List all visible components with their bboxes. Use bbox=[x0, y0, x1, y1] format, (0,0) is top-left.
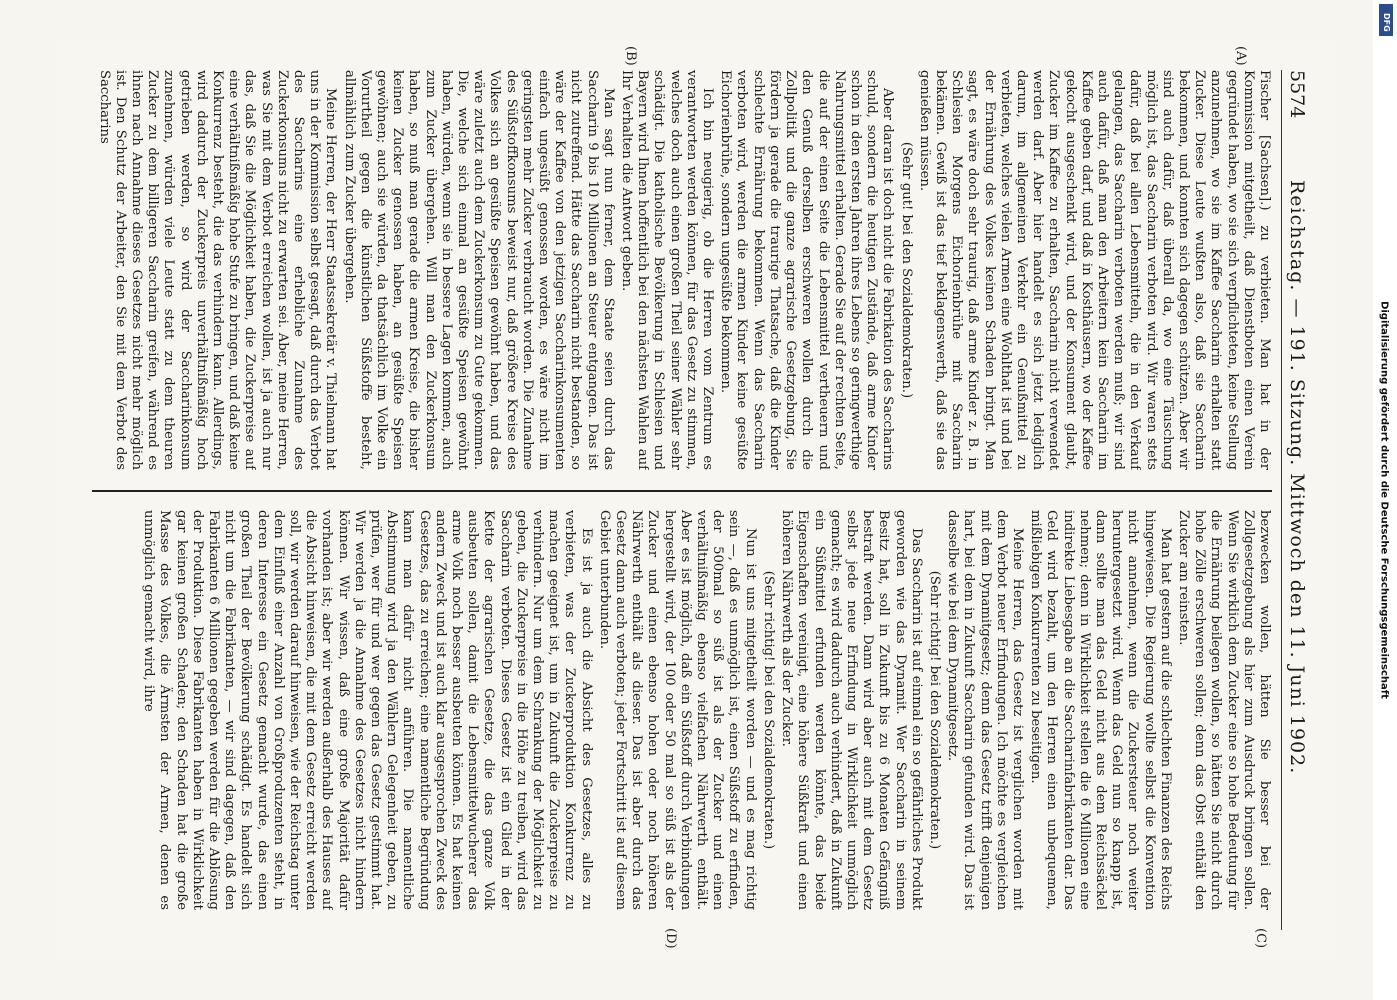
column-divider bbox=[92, 490, 1272, 492]
left-text-column bbox=[92, 70, 1272, 470]
paragraph: Ich bin neugierig, ob die Herren vom Zentrum es verantworten werden können, für das Gesetz zu stimmen, welches doch auch einen großen Theil seiner Wähler sehr schädigt. Die katholische Bevölkerung in Schlesien und Bayern wird Ihnen hoffentlich bei den nächsten Wahlen auf Ihr Verhalten die Antwort geben. bbox=[619, 70, 716, 470]
paragraph: Fischer [Sachsen].) zu verbieten. Man hat in der Kommission mitgetheilt, daß Dienstboten einen Verein gegründet haben, wo sie sich verpflichteten, keine Stellung anzunehmen, wo sie im Kaffee Saccharin erhalten statt Zucker. Diese Leute wußten also, daß sie Saccharin bekommen, und konnten sich dagegen schützen. Aber wir sind auch dafür, daß überall da, wo eine Täuschung möglich ist, das Saccharin verboten wird. Wir waren stets dafür, daß bei allen Lebensmitteln, die in den Verkauf gelangen, das Saccharin verboten werden muß; wir sind auch dafür, daß man den Arbeitern kein Saccharin im Kaffee geben darf, und daß in Kosthäusern, wo der Kaffee gekocht ausgeschenkt wird, und der Konsument glaubt, Zucker im Kaffee zu erhalten, Saccharin nicht verwendet werden darf. Aber hier handelt es sich jetzt lediglich darum, im allgemeinen Verkehr ein Genußmittel zu verbieten, welches vielen Armen eine Wohlthat ist und bei der Ernährung des Volkes keinen Schaden bringt. Man sagt, es wäre doch sehr traurig, daß arme Kinder z. B. in Schlesien Morgens Eichorienbrühe mit Saccharin bekämen. Gewiß ist das tief beklagenswerth, daß sie das genießen müssen. bbox=[916, 70, 1272, 470]
paragraph: Aber daran ist doch nicht die Fabrikation des Saccharins schuld, sondern die heutigen Zustände, daß arme Kinder schon in den ersten Jahren ihres Lebens so geringwerthige Nahrungsmittel erhalten. Gerade Sie auf der rechten Seite, die auf der einen Seite die Lebensmittel vertheuern und den Genuß derselben erschweren wollen durch die Zollpolitik und die ganze agrarische Gesetzgebung, Sie fördern ja gerade die traurige Thatsache, daß die Kinder schlechte Ernährung bekommen. Wenn das Saccharin verboten wird, werden die armen Kinder keine gesüßte Eichorienbrühe, sondern ungesüßte bekommen. bbox=[718, 70, 896, 470]
margin-marker-b: (B) bbox=[623, 46, 638, 66]
paragraph: Es ist ja auch die Absicht des Gesetzes, alles zu verbieten, was der Zuckerproduktion Konkurrenz zu machen geeignet ist, um in Zukunft die Zuckerpreise zu verhindern. Nur um dem Schrankung der Möglichkeit zu geben, die Zuckerpreise in die Höhe zu treiben, wird das Saccharin verboten. Dieses Gesetz ist ein Glied in der Kette der agrarischen Gesetze, die das ganze Volk ausbeuten sollen, damit die Lebensmittelwucherer das arme Volk noch besser ausbeuten können. Es hat keinen andern Zweck und ist auch klar ausgesprochen Zweck des Gesetzes, das zu erreichen; eine namentliche Begründung kann man dafür nicht anführen. Die namentliche Abstimmung wird ja den Wählern Gelegenheit geben, zu prüfen, wer für und wer gegen das Gesetz gestimmt hat. Wir werden ja die Annahme des Gesetzes nicht hindern können. Wir wissen, daß eine große Majorität dafür vorhanden ist; aber wir werden außerhalb des Hauses auf die Absicht hinweisen, die mit dem Gesetz erreicht werden soll, wir werden darauf hinweisen, wie der Reichstag unter dem Einfluß einer Anzahl von Großproduzenten steht, in deren Interesse ein Gesetz gemacht wurde, das einen großen Theil der Bevölkerung schädigt. Es handelt sich nicht um die Fabrikanten, — wir sind dagegen, daß den Fabrikanten 6 Millionen gegeben werden für die Ablösung der Produktion. Diese Fabrikanten haben in Wirklichkeit gar keinen großen Schaden; den Schaden hat die große Masse des Volkes, die Ärmsten der Armen, denen es unmöglich gemacht wird, ihre bbox=[141, 510, 594, 910]
paragraph: Man hat gestern auf die schlechten Finanzen des Reichs hingewiesen. Die Regierung wollte selbst die Konvention nicht annehmen, wenn die Zuckersteuer noch weiter heruntergesetzt wird. Wenn das Geld nun so knapp ist, dann sollte man das Geld nicht aus dem Reichssäckel nehmen; denn in Wirklichkeit stellen die 6 Millionen eine indirekte Liebesgabe an die Saccharinfabrikanten dar. Das Geld wird bezahlt, um den Herren einen unbequemen, mißliebigen Konkurrenten zu beseitigen. bbox=[1028, 510, 1173, 910]
header-rule bbox=[1281, 70, 1282, 930]
page-header bbox=[1280, 70, 1308, 930]
page-number: 5574 bbox=[1286, 70, 1308, 119]
paragraph: Man sagt nun ferner, dem Staate seien durch das Saccharin 9 bis 10 Millionen an Steuer entgangen. Das ist nicht zutreffend. Hätte das Saccharin nicht bestanden, so wäre der Kaffee von den jetzigen Saccharinkonsumenten einfach ungesüßt genossen worden, es wäre nicht im geringsten mehr Zucker verbraucht worden. Die Zunahme des Süßstoffkonsums beweist nur, daß größere Kreise des Volkes sich an gesüßte Speisen gewöhnt haben, und das wäre zuletzt auch dem Zuckerkonsum zu Gute gekommen. Die, welche sich einmal an gesüßte Speisen gewöhnt haben, würden, wenn sie in bessere Lagen kommen, auch zum Zucker übergehen. Will man den Zuckerkonsum haben, so muß man gerade die armen Kreise, die bisher keinen Zucker genossen haben, an gesüßte Speisen gewöhnen; auch sie würden, da thatsächlich im Volke ein Vorurtheil gegen die künstlichen Süßstoffe besteht, allmählich zum Zucker übergehen. bbox=[341, 70, 616, 470]
paragraph: Meine Herren, der Herr Staatssekretär v. Thielmann hat uns in der Kommission selbst gesagt, daß durch das Verbot des Saccharins eine erhebliche Zunahme des Zuckerkonsums nicht zu erwarten sei. Aber, meine Herren, was Sie mit dem Verbot erreichen wollen, ist ja auch nur das, daß Sie die Möglichkeit haben, die Zuckerpreise auf eine verhältnißmäßig hohe Stufe zu bringen, und daß keine Konkurrenz besteht, die das verhindern kann. Allerdings, wird dadurch der Zuckerpreis unverhältnißmäßig hoch getrieben werden, so wird der Saccharinkonsum zunehmen, würden viele Leute statt zu dem theuren Zucker zu dem billigeren Saccharin greifen, während es ihnen nach Annahme dieses Gesetzes nicht mehr möglich ist. Den Schutz der Arbeiter, den Sie mit dem Verbot des Saccharins bbox=[96, 70, 339, 470]
rotated-document-page bbox=[58, 40, 1338, 960]
page-title: Reichstag. — 191. Sitzung. Mittwoch den 11. Juni 1902. bbox=[1286, 180, 1308, 775]
margin-marker-d: (D) bbox=[663, 928, 678, 949]
paragraph: Nun ist uns mitgetheilt worden — und es mag richtig sein —, daß es unmöglich ist, einen Süßstoff zu erfinden, der 500mal so süß ist als der Zucker und einen verhältnißmäßig ebenso vielfachen Nährwerth enthält. Aber es ist möglich, daß ein Süßstoff durch Verbindungen hergestellt wird, der 100 oder 50 mal so süß ist als der Zucker und einen ebenso hohen oder noch höheren Nährwerth enthält als dieser. Das ist aber durch das Gesetz dann auch verboten; jeder Fortschritt ist auf diesem Gebiet unterbunden. bbox=[596, 510, 758, 910]
margin-marker-c: (C) bbox=[1253, 928, 1268, 949]
right-text-column bbox=[92, 510, 1272, 910]
margin-marker-a: (A) bbox=[1233, 46, 1248, 66]
dfg-logo: DFG bbox=[1379, 4, 1393, 36]
digitization-credit: Digitalisierung gefördert durch die Deutsche Forschungsgemeinschaft bbox=[1378, 301, 1390, 699]
interjection: (Sehr richtig! bei den Sozialdemokraten.) bbox=[926, 570, 942, 850]
paragraph: bezwecken wollen, hätten Sie besser bei der Zollgesetzgebung als hier zum Ausdruck bringen sollen. Wenn Sie wirklich dem Zucker eine so hohe Bedeutung für die Ernährung beilegen wollen, so hätten Sie nicht durch hohe Zölle erschweren sollen; denn das Obst enthält den Zucker am reinsten. bbox=[1175, 510, 1272, 910]
interjection: (Sehr gut! bei den Sozialdemokraten.) bbox=[898, 141, 914, 399]
interjection: (Sehr richtig! bei den Sozialdemokraten.) bbox=[760, 570, 776, 850]
paragraph: Meine Herren, das Gesetz ist verglichen worden mit dem Verbot neuer Erfindungen. Ich möchte es vergleichen mit dem Dynamitgesetz; denn das Gesetz trifft denjenigen hart, bei dem in Zukunft Saccharin gefunden wird. Das ist dasselbe wie bei dem Dynamitgesetz. bbox=[945, 510, 1025, 910]
paragraph: Das Saccharin ist auf einmal ein so gefährliches Produkt geworden wie das Dynamit. Wer Saccharin in seinem Besitz hat, soll in Zukunft bis zu 6 Monaten Gefängniß bestraft werden. Dann wird aber auch mit dem Gesetz selbst jede neue Erfindung in Wirklichkeit unmöglich gemacht; es wird dadurch auch verhindert, daß in Zukunft ein Süßmittel erfunden werden könnte, das beide Eigenschaften vereinigt, eine höhere Süßkraft und einen höheren Nährwerth als der Zucker. bbox=[779, 510, 924, 910]
